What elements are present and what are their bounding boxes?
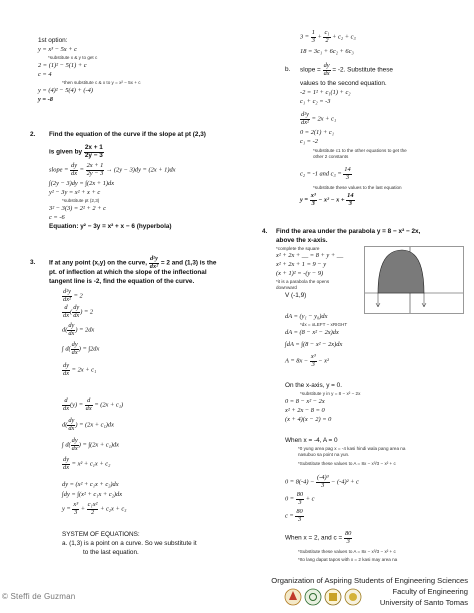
eq-line: ∫dy = ∫(x² + c₁x + c₂)dx (62, 491, 123, 498)
fraction-den: dx (68, 329, 75, 337)
fraction (300, 112, 310, 126)
fraction-den: dx² (149, 262, 159, 270)
fraction (84, 145, 104, 159)
eq-line (62, 363, 96, 377)
fraction (71, 342, 79, 356)
fraction-den: 3 (321, 481, 325, 489)
fraction-den: dx² (301, 118, 309, 126)
fraction-num: dy (63, 456, 70, 463)
eq-rhs: = 2 (83, 308, 94, 316)
fraction-den: dx (323, 69, 330, 77)
eq-lhs: y = (300, 196, 309, 204)
fraction (86, 163, 105, 177)
problem-text: pt. of inflection at which the slope of the inflectional (49, 269, 207, 276)
note: *it is a parabola the opens (276, 279, 330, 284)
system-label: b. (285, 66, 291, 73)
fraction (346, 193, 354, 207)
eq-line: -2 = 1² + c₁(1) + c₂ (300, 89, 351, 96)
eq-line (300, 30, 356, 44)
eq-rhs: = 2 (73, 292, 83, 300)
note: *then substitute c & x to y = x² − 5x + c (62, 80, 141, 85)
fraction-den: dx (63, 369, 70, 377)
slope-eq: slope = $\frac{dy}{dx}$ = $\frac{2x + 1}{2y - 3}$ → (2y − 3)dy = (2x + 1)dx (49, 162, 176, 177)
note: *Substitute these values to A = 8x − x³/3 − x² + c (298, 549, 396, 554)
eq-line: x² + 2x − 8 = 0 (285, 407, 325, 414)
system-item: a. (1,3) is a point on a curve. So we substitute it (62, 540, 197, 547)
note: *Ito lang dapat tapos with x = 2 kasi may area na (298, 557, 398, 562)
fraction (72, 305, 80, 319)
fraction-den: dx (63, 311, 70, 319)
fraction (149, 256, 159, 270)
plus: + (317, 33, 322, 41)
fraction (295, 509, 303, 523)
eq-line: x² + 2x + 1 = 9 − y (276, 261, 327, 268)
eq-line: ∫(2y − 3)dy = ∫(2x + 1)dx (49, 180, 115, 187)
fraction-den: 2y − 3 (84, 151, 103, 159)
fraction-num: dy (68, 417, 75, 424)
section-title: On the x-axis, y = 0. (285, 382, 343, 389)
eq-line (300, 167, 352, 181)
fraction (323, 30, 330, 44)
fraction (62, 289, 72, 303)
eq-line: y² − 3y = x² + x + c (49, 189, 101, 196)
note: *0 yung area pag x = -4 kasi hindi wala pang area na (298, 446, 406, 451)
eq-line (62, 289, 83, 303)
fraction-num: d (85, 398, 93, 406)
eq-answer (300, 193, 355, 207)
fraction-den: 2 (325, 36, 329, 44)
fraction-num: 80 (296, 508, 303, 515)
eq-line: d( $\frac{dy}{dx}$ ) = (2x + c₁)dx (62, 417, 114, 432)
fraction (71, 438, 79, 452)
eq-line: y = x³ − 5x + c (38, 46, 77, 53)
fraction-den: dx (85, 404, 92, 412)
university-name: University of Santo Tomas (379, 598, 468, 607)
eq-line: 0 = 2(1) + c₁ (300, 129, 334, 136)
section-title: SYSTEM OF EQUATIONS: (62, 531, 140, 538)
fraction (310, 193, 317, 207)
eq-line: dy = (x² + c₁x + c₂)dx (62, 481, 119, 488)
eq-line: d( $\frac{dy}{dx}$ ) = 2dx (62, 322, 95, 337)
eq-line: x² + 2x + __ = 8 + y + __ (276, 252, 344, 259)
fraction-num: dy (63, 362, 70, 369)
fraction (311, 30, 316, 44)
eq-line: dA = (8 − x² − 2x)dx (285, 329, 339, 336)
eq-line: y = $\frac{\text{x³}}{3}$ + $\frac{\text{c₁x²}}{2}$ + c₂x + c₃ (62, 501, 127, 516)
problem-text-part: = 2 and (1,3) is the (160, 259, 217, 267)
fraction (316, 475, 330, 489)
copyright: © Steffi de Guzman (2, 592, 76, 601)
fraction (72, 502, 79, 516)
eq-lhs: 3 = (300, 33, 310, 41)
fraction (62, 457, 70, 471)
eq-rhs: = x² + c₁x + c₂ (71, 460, 111, 468)
fraction-num: (-4)³ (317, 474, 329, 481)
note: downward (276, 285, 297, 290)
faculty-seal-icon (325, 589, 341, 605)
eq-rhs: = (2x + c₁)dx (79, 421, 114, 429)
faculty-name: Faculty of Engineering (392, 587, 468, 596)
fraction-num: 14 (347, 192, 354, 199)
eq-rhs: = 2x + c₁ (311, 115, 337, 123)
problem-number: 2. (30, 131, 36, 138)
eq-rhs: = ∫2dx (82, 345, 100, 353)
fraction (62, 398, 70, 412)
fraction-num: x³ (310, 192, 316, 199)
fraction (67, 323, 75, 337)
fraction (67, 418, 75, 432)
eq-lhs: 0 = (285, 495, 295, 503)
logos (284, 586, 364, 608)
problem-text: tangent line is -2, find the equation of the curve. (49, 278, 195, 285)
fraction-num: 2x + 1 (84, 144, 103, 151)
eq-answer: Equation: y² − 3y = x² + x − 6 (hyperbola) (49, 223, 172, 230)
problem-text (49, 256, 216, 270)
note: *Substitute these values to A = 8x − x³/3 − x² + c (298, 461, 396, 466)
fraction-den: 3 (297, 515, 302, 523)
fraction (310, 354, 317, 368)
fraction-den: 3 (311, 36, 315, 44)
fraction-den: 3 (346, 537, 350, 545)
problem-text: above the x-axis. (276, 237, 328, 244)
fraction-den: 3 (345, 173, 350, 181)
note: *substitute these values to the last equation (313, 185, 402, 190)
problem-number: 3. (30, 259, 36, 266)
fraction (85, 398, 93, 412)
fraction (62, 305, 70, 319)
eq-line (285, 475, 359, 489)
eq-line (285, 509, 304, 523)
eq-line: ∫dA = ∫(8 − x² − 2x)dx (285, 341, 343, 348)
note: *substitute pt (2,3) (62, 198, 100, 203)
condition-text: When x = 2, and c = (285, 534, 343, 542)
fraction-num: c₁x² (87, 501, 98, 508)
note: *complete the square (276, 246, 320, 251)
eq-rhs: = 2dx (79, 326, 95, 334)
eq-rhs: = (2x + c₁) (94, 401, 124, 409)
fraction-num: d²y (301, 111, 309, 118)
condition-line (285, 531, 352, 545)
fraction-num: 80 (296, 491, 304, 498)
eq-line (300, 112, 336, 126)
fraction-num: 14 (344, 166, 351, 173)
eq-line: c₁ = -2 (300, 138, 318, 145)
eq-line: $\frac{d}{dx}$ ( $\frac{dy}{dx}$ ) = 2 (63, 304, 94, 319)
parabola-graph (364, 246, 464, 314)
fraction-den: 3 (298, 498, 302, 506)
fraction (70, 163, 78, 177)
fraction-num: 2x + 1 (86, 162, 104, 169)
fraction-num: dy (71, 341, 78, 348)
problem-text-part: is given by (49, 148, 83, 156)
fraction-den: 3 (311, 360, 315, 368)
eq-line: $\frac{d}{dx}$ (y) = $\frac{d}{dx}$ = (2x + c₁) (63, 397, 124, 412)
eq-line (285, 354, 329, 368)
fraction-num: dy (68, 322, 75, 329)
org-logo-icon (285, 589, 301, 605)
fraction-den: dx (63, 463, 70, 471)
eq-rhs: − x² (318, 357, 329, 365)
eq-answer: y = -8 (38, 96, 53, 103)
org-name: Organization of Aspiring Students of Engineering Sciences (271, 576, 468, 585)
eq-line: 3² − 3(3) = 2² + 2 + c (49, 205, 106, 212)
eq-line: 18 = 3c₁ + 6c₂ + 6c₃ (300, 48, 354, 55)
vertex-label: V (-1,9) (285, 292, 307, 299)
eq-line: c = 4 (38, 71, 52, 78)
fraction-den: dx² (63, 295, 71, 303)
fraction-den: 2 (90, 508, 95, 516)
fraction-num: dy (73, 304, 80, 311)
problem-text: Find the area under the parabola y = 8 − x² − 2x, (276, 228, 421, 235)
fraction-num: c₁ (324, 29, 330, 36)
problem-text: Find the equation of the curve if the slope at pt (2,3) (49, 131, 206, 138)
fraction-den: dx (68, 424, 75, 432)
eq-rhs: + c₂ + c₃ (332, 33, 356, 41)
fraction-den: dx (71, 169, 78, 177)
slope-rhs: → (2y − 3)dy = (2x + 1)dx (105, 166, 176, 174)
system-item: values to the second equation. (300, 80, 387, 87)
problem-number: 4. (262, 228, 268, 235)
eq-line: c = -6 (49, 214, 65, 221)
fraction-num: 80 (344, 530, 352, 537)
fraction-num: d (62, 398, 70, 406)
system-item (300, 63, 393, 77)
eq-line: c₁ + c₂ = -3 (300, 98, 331, 105)
fraction-den: 3 (74, 508, 78, 516)
fraction-den: dx (71, 444, 78, 452)
fraction (343, 167, 351, 181)
fraction-num: x³ (310, 353, 316, 360)
problem-text (49, 145, 104, 159)
condition-line: When x = -4, A = 0 (285, 437, 338, 444)
fraction-num: d²y (63, 288, 71, 295)
fraction-num: d²y (149, 255, 158, 262)
system-text: = -2. Substitute these (332, 66, 393, 74)
slope-label: slope = (300, 66, 321, 74)
eq-rhs: − (-4)² + c (331, 478, 359, 486)
eq-line: ∫ d( $\frac{dy}{dx}$ ) = ∫2dx (62, 341, 100, 356)
eq-rhs: = 2x + c₁ (71, 366, 97, 374)
eq-line (62, 457, 110, 471)
ust-seal-icon (345, 589, 361, 605)
note: *dx = xLEFT − xRIGHT (300, 322, 348, 327)
fraction-den: dx (71, 348, 78, 356)
fraction-den: 3 (348, 199, 352, 207)
note: *substitute c1 to the other equations to get the (313, 148, 407, 153)
fraction-num: dy (71, 437, 78, 444)
eq-line: dA = (y₁ − y₀)dx (285, 313, 328, 320)
eq-mid: − x² − x + (318, 196, 345, 204)
eq-line: y = (4)² − 5(4) + (-4) (38, 87, 93, 94)
fraction-num: dy (71, 162, 78, 169)
eq-line: ∫ d( $\frac{dy}{dx}$ ) = ∫(2x + c₁)dx (62, 437, 119, 452)
option-title: 1st option: (38, 37, 68, 44)
system-item: to the last equation. (83, 549, 139, 556)
fraction-den: dx (73, 311, 80, 319)
fraction-den: 2y − 3 (86, 169, 104, 177)
fraction-den: dx (63, 404, 70, 412)
fraction-den: 3 (311, 199, 315, 207)
eq-line: 0 = 8 − x² − 2x (285, 398, 325, 405)
problem-text-part: If at any point (x,y) on the curve, (49, 259, 148, 267)
fraction-num: dy (323, 62, 330, 69)
fraction (62, 363, 70, 377)
eq-lhs: y = (62, 505, 71, 513)
eq-line: 0 = $\frac{80}{3}$ + c (285, 491, 315, 506)
fraction-num: x³ (73, 501, 79, 508)
eq-rhs: = ∫(2x + c₁)dx (82, 441, 119, 449)
note: *substitute x & y to get c (48, 55, 98, 60)
slope-label: slope = (49, 166, 69, 174)
fraction-num: 1 (311, 29, 315, 36)
note: nasubuo sa point na yun. (298, 452, 350, 457)
engineering-logo-icon (305, 589, 321, 605)
note: *substitute y in y = 8 − x² − 2x (300, 391, 361, 396)
fraction (323, 63, 331, 77)
eq-line: 2 = (1)² − 5(1) + c (38, 62, 87, 69)
fraction-num: d (62, 305, 70, 313)
eq-lhs: c = (285, 512, 294, 520)
eq-line: (x + 1)² = -(y − 9) (276, 270, 324, 277)
fraction (344, 531, 352, 545)
eq-lhs: c₂ = -1 and c₃ = (300, 170, 342, 178)
fraction (296, 492, 304, 506)
fraction (87, 502, 99, 516)
eq-rhs: + c₂x + c₃ (100, 505, 127, 513)
eq-lhs: 0 = 8(-4) − (285, 478, 315, 486)
eq-line: (x + 4)(x − 2) = 0 (285, 416, 332, 423)
note: other 2 constants (313, 154, 349, 159)
eq-lhs: A = 8x − (285, 357, 309, 365)
